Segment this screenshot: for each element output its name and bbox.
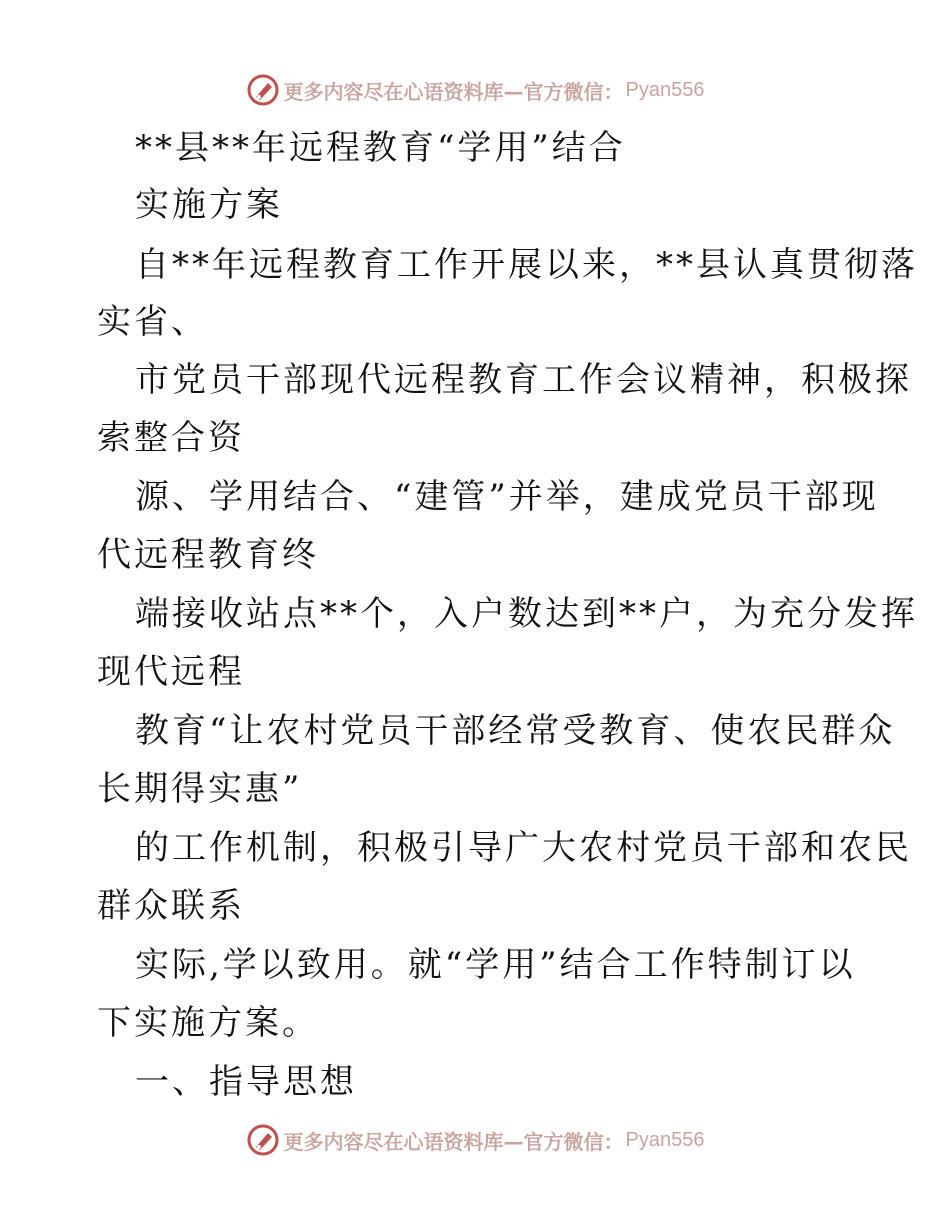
paragraph-line: 的工作机制，积极引导广大农村党员干部和农民 xyxy=(135,828,912,868)
document-title-line2: 实施方案 xyxy=(135,185,283,225)
paragraph-line: 自**年远程教育工作开展以来，**县认真贯彻落 xyxy=(135,245,918,285)
paragraph-line: 现代远程 xyxy=(97,652,245,692)
footer-watermark xyxy=(0,1120,950,1160)
pen-nib-logo-icon xyxy=(246,73,280,107)
document-title-line1: **县**年远程教育“学用”结合 xyxy=(135,128,626,168)
watermark-text: 更多内容尽在心语资料库—官方微信： xyxy=(283,1129,624,1154)
paragraph-line: 实际,学以致用。就“学用”结合工作特制订以 xyxy=(135,945,856,985)
paragraph-line: 实省、 xyxy=(97,302,208,342)
watermark-text: 更多内容尽在心语资料库—官方微信： xyxy=(283,79,624,104)
paragraph-line: 群众联系 xyxy=(97,886,245,926)
paragraph-line: 长期得实惠” xyxy=(97,769,303,809)
watermark-wechat-id: Pyan556 xyxy=(625,1128,705,1151)
pen-nib-logo-icon xyxy=(246,1123,280,1157)
paragraph-line: 教育“让农村党员干部经常受教育、使农民群众 xyxy=(135,711,896,751)
paragraph-line: 市党员干部现代远程教育工作会议精神，积极探 xyxy=(135,360,912,400)
paragraph-line: 代远程教育终 xyxy=(97,535,319,575)
paragraph-line: 端接收站点**个，入户数达到**户，为充分发挥 xyxy=(135,594,918,634)
paragraph-line: 下实施方案。 xyxy=(97,1003,319,1043)
paragraph-line: 索整合资 xyxy=(97,418,245,458)
section-heading: 一、指导思想 xyxy=(135,1062,357,1102)
header-watermark xyxy=(0,70,950,110)
watermark-wechat-id: Pyan556 xyxy=(625,78,705,101)
paragraph-line: 源、学用结合、“建管”并举，建成党员干部现 xyxy=(135,477,879,517)
